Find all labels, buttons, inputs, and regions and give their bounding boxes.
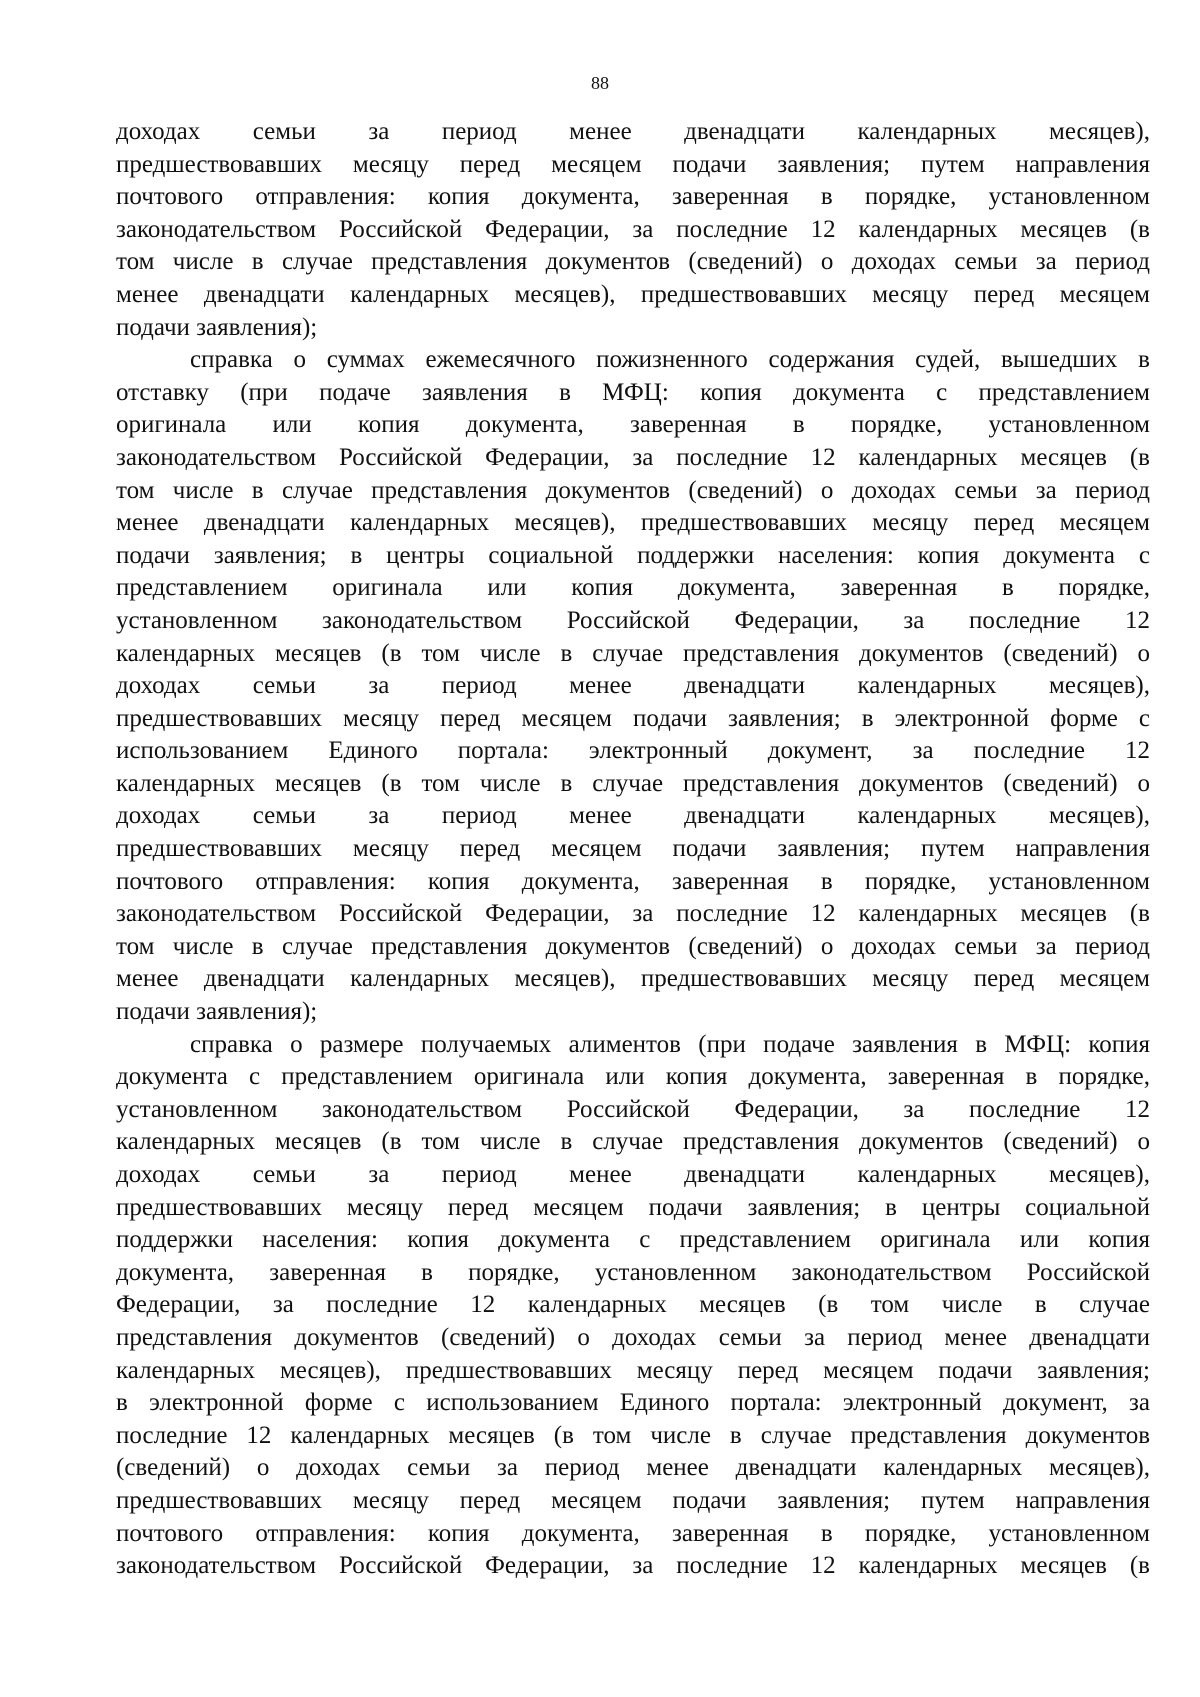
text-line: (сведений) о доходах семьи за период менее двенадцати календарных месяцев), (116, 1454, 1150, 1482)
text-line: документа, заверенная в порядке, установленном законодательством Российской (116, 1258, 1150, 1286)
text-line: подачи заявления; в центры социальной поддержки населения: копия документа с (116, 541, 1150, 569)
text-line: справка о суммах ежемесячного пожизненного содержания судей, вышедших в (190, 346, 1150, 374)
text-line: календарных месяцев (в том числе в случае представления документов (сведений) о (116, 769, 1150, 797)
text-line: законодательством Российской Федерации, за последние 12 календарных месяцев (в (116, 215, 1150, 243)
text-line: предшествовавших месяцу перед месяцем подачи заявления; путем направления (116, 835, 1150, 863)
text-line: в электронной форме с использованием Единого портала: электронный документ, за (116, 1389, 1150, 1417)
text-line: менее двенадцати календарных месяцев), предшествовавших месяцу перед месяцем (116, 509, 1150, 537)
text-line: том числе в случае представления документов (сведений) о доходах семьи за период (116, 248, 1150, 276)
text-line: Федерации, за последние 12 календарных месяцев (в том числе в случае (116, 1291, 1150, 1319)
text-line: почтового отправления: копия документа, заверенная в порядке, установленном (116, 867, 1150, 895)
text-line: последние 12 календарных месяцев (в том числе в случае представления документов (116, 1421, 1150, 1449)
text-line: справка о размере получаемых алиментов (при подаче заявления в МФЦ: копия (190, 1030, 1150, 1058)
text-line: доходах семьи за период менее двенадцати календарных месяцев), (116, 118, 1150, 145)
text-line: поддержки населения: копия документа с представлением оригинала или копия (116, 1226, 1150, 1254)
text-line: законодательством Российской Федерации, за последние 12 календарных месяцев (в (116, 900, 1150, 928)
text-line: календарных месяцев (в том числе в случае представления документов (сведений) о (116, 639, 1150, 667)
text-line: подачи заявления); (116, 313, 318, 341)
text-line: предшествовавших месяцу перед месяцем подачи заявления; в центры социальной (116, 1193, 1150, 1221)
text-line: предшествовавших месяцу перед месяцем подачи заявления; путем направления (116, 150, 1150, 178)
text-line: подачи заявления); (116, 998, 318, 1026)
text-line: предшествовавших месяцу перед месяцем подачи заявления; в электронной форме с (116, 704, 1150, 732)
text-line: доходах семьи за период менее двенадцати календарных месяцев), (116, 672, 1150, 700)
text-line: использованием Единого портала: электронный документ, за последние 12 (116, 737, 1150, 765)
text-line: оригинала или копия документа, заверенная в порядке, установленном (116, 411, 1150, 439)
text-line: предшествовавших месяцу перед месяцем подачи заявления; путем направления (116, 1486, 1150, 1514)
text-line: отставку (при подаче заявления в МФЦ: копия документа с представлением (116, 378, 1150, 406)
document-body (116, 116, 1150, 1583)
text-line: том числе в случае представления документов (сведений) о доходах семьи за период (116, 476, 1150, 504)
page-number: 88 (591, 73, 609, 93)
text-line: том числе в случае представления документов (сведений) о доходах семьи за период (116, 932, 1150, 960)
text-line: почтового отправления: копия документа, заверенная в порядке, установленном (116, 183, 1150, 211)
text-line: календарных месяцев), предшествовавших месяцу перед месяцем подачи заявления; (116, 1356, 1150, 1384)
text-line: представления документов (сведений) о доходах семьи за период менее двенадцати (116, 1323, 1150, 1351)
text-line: законодательством Российской Федерации, за последние 12 календарных месяцев (в (116, 443, 1150, 471)
text-line: доходах семьи за период менее двенадцати календарных месяцев), (116, 802, 1150, 830)
text-line: документа с представлением оригинала или копия документа, заверенная в порядке, (116, 1063, 1150, 1091)
text-line: установленном законодательством Российской Федерации, за последние 12 (116, 606, 1150, 634)
text-line: представлением оригинала или копия документа, заверенная в порядке, (116, 574, 1150, 602)
text-line: доходах семьи за период менее двенадцати календарных месяцев), (116, 1161, 1150, 1188)
text-line: почтового отправления: копия документа, заверенная в порядке, установленном (116, 1519, 1150, 1547)
text-line: календарных месяцев (в том числе в случае представления документов (сведений) о (116, 1128, 1150, 1156)
text-line: менее двенадцати календарных месяцев), предшествовавших месяцу перед месяцем (116, 965, 1150, 993)
text-line: установленном законодательством Российской Федерации, за последние 12 (116, 1095, 1150, 1123)
text-line: менее двенадцати календарных месяцев), предшествовавших месяцу перед месяцем (116, 280, 1150, 308)
text-line: законодательством Российской Федерации, за последние 12 календарных месяцев (в (116, 1552, 1150, 1580)
